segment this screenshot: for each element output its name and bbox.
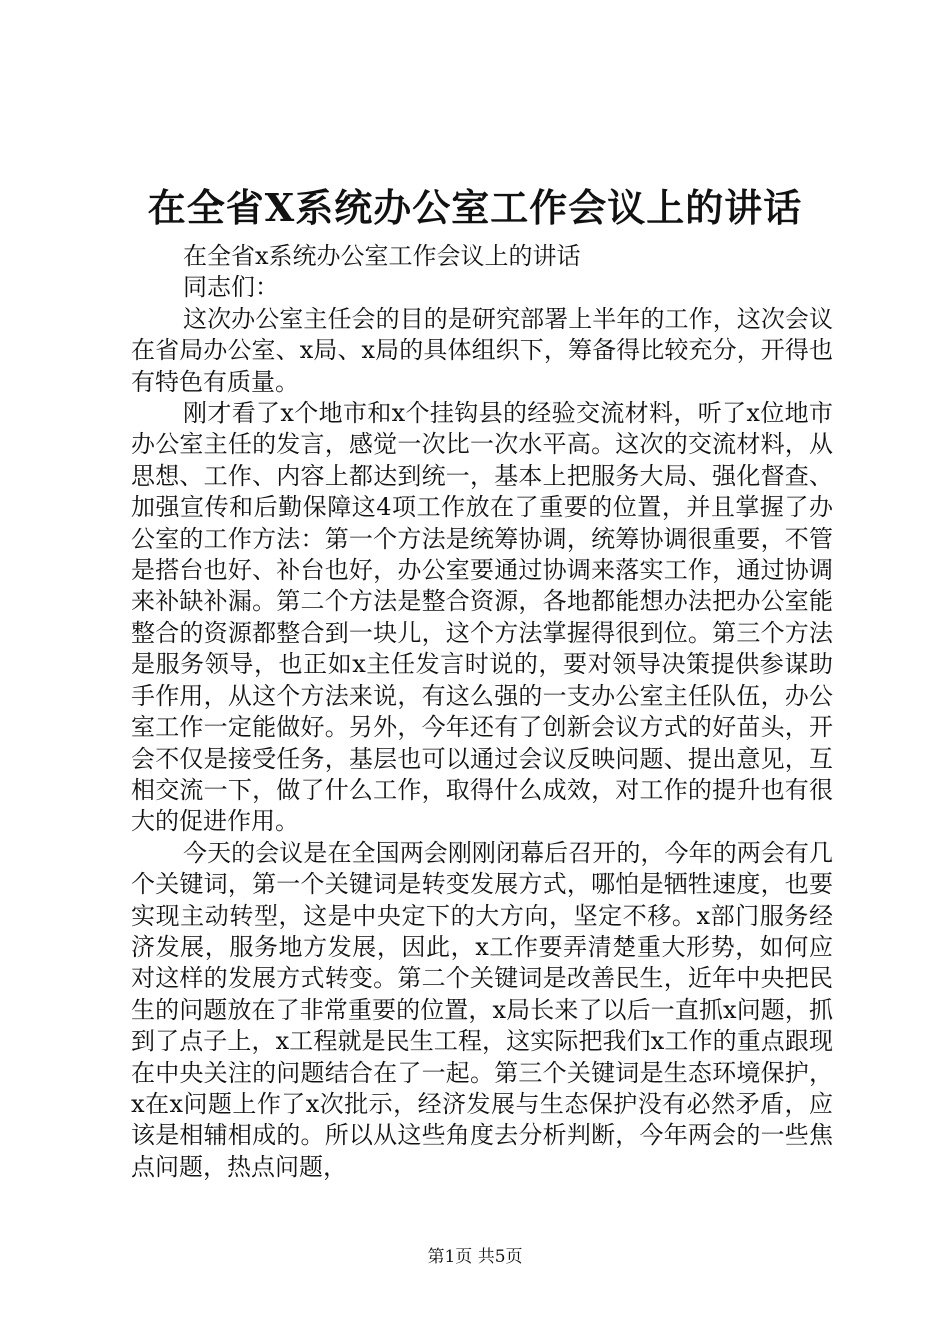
document-body — [131, 241, 833, 1183]
subtitle-paragraph: 在全省x系统办公室工作会议上的讲话 — [183, 242, 581, 270]
body-paragraph: 刚才看了x个地市和x个挂钩县的经验交流材料，听了x位地市办公室主任的发言，感觉一次比一次水平高。这次的交流材料，从思想、工作、内容上都达到统一，基本上把服务大局、强化督查、加强宣传和后勤保障这4项工作放在了重要的位置，并且掌握了办公室的工作方法：第一个方法是统筹协调，统筹协调很重要，不管是搭台也好、补台也好，办公室要通过协调来落实工作，通过协调来补缺补漏。第二个方法是整合资源，各地都能想办法把办公室能整合的资源都整合到一块儿，这个方法掌握得很到位。第三个方法是服务领导，也正如x主任发言时说的，要对领导决策提供参谋助手作用，从这个方法来说，有这么强的一支办公室主任队伍，办公室工作一定能做好。另外，今年还有了创新会议方式的好苗头，开会不仅是接受任务，基层也可以通过会议反映问题、提出意见，互相交流一下，做了什么工作，取得什么成效，对工作的提升也有很大的促进作用。 — [131, 399, 833, 836]
body-paragraph: 这次办公室主任会的目的是研究部署上半年的工作，这次会议在省局办公室、x局、x局的具体组织下，筹备得比较充分，开得也有特色有质量。 — [131, 304, 833, 396]
page-number-footer: 第1页 共5页 — [427, 1247, 523, 1267]
document-title: 在全省X系统办公室工作会议上的讲话 — [147, 185, 803, 230]
salutation-paragraph: 同志们： — [183, 273, 279, 302]
body-paragraph: 今天的会议是在全国两会刚刚闭幕后召开的，今年的两会有几个关键词，第一个关键词是转变发展方式，哪怕是牺牲速度，也要实现主动转型，这是中央定下的大方向，坚定不移。x部门服务经济发展，服务地方发展，因此，x工作要弄清楚重大形势，如何应对这样的发展方式转变。第二个关键词是改善民生，近年中央把民生的问题放在了非常重要的位置，x局长来了以后一直抓x问题，抓到了点子上，x工程就是民生工程，这实际把我们x工作的重点跟现在中央关注的问题结合在了一起。第三个关键词是生态环境保护，x在x问题上作了x次批示，经济发展与生态保护没有必然矛盾，应该是相辅相成的。所以从这些角度去分析判断，今年两会的一些焦点问题，热点问题， — [131, 838, 833, 1181]
